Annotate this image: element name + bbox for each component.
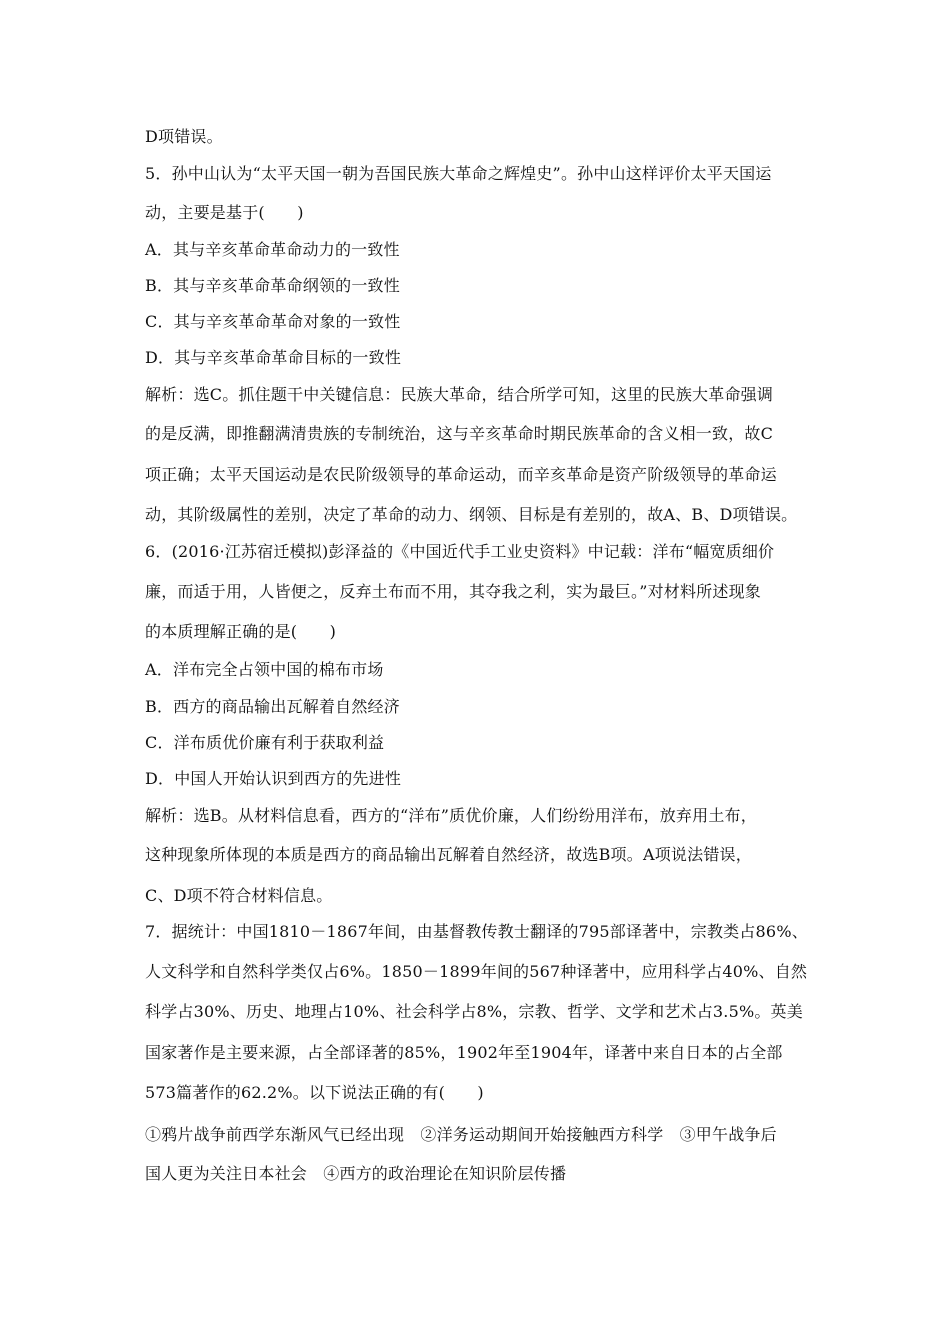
question-6-analysis-line-3: C、D项不符合材料信息。 — [145, 886, 333, 905]
question-6-option-a: A．洋布完全占领中国的棉布市场 — [145, 660, 384, 679]
question-6-option-c: C．洋布质优价廉有利于获取利益 — [145, 733, 385, 752]
question-6-option-d: D．中国人开始认识到西方的先进性 — [145, 769, 402, 788]
question-6-analysis-line-2: 这种现象所体现的本质是西方的商品输出瓦解着自然经济，故选B项。A项说法错误， — [145, 845, 752, 864]
question-6-option-b: B．西方的商品输出瓦解着自然经济 — [145, 697, 400, 716]
question-5-analysis-line-4: 动，其阶级属性的差别，决定了革命的动力、纲领、目标是有差别的，故A、B、D项错误。 — [145, 505, 798, 524]
question-7-stem-line-2: 人文科学和自然科学类仅占6%。1850－1899年间的567种译著中，应用科学占40%、自然 — [145, 962, 808, 981]
question-7-stem-line-3: 科学占30%、历史、地理占10%、社会科学占8%，宗教、哲学、文学和艺术占3.5%。英美 — [145, 1002, 803, 1021]
question-5-analysis-line-1: 解析：选C。抓住题干中关键信息：民族大革命，结合所学可知，这里的民族大革命强调 — [145, 385, 774, 404]
question-7-stem-line-1: 7．据统计：中国1810－1867年间，由基督教传教士翻译的795部译著中，宗教类占86%、 — [145, 922, 808, 941]
question-6-analysis-line-1: 解析：选B。从材料信息看，西方的“洋布”质优价廉，人们纷纷用洋布，放弃用土布， — [145, 806, 757, 825]
question-5-stem-line-1: 5．孙中山认为“太平天国一朝为吾国民族大革命之辉煌史”。孙中山这样评价太平天国运 — [145, 164, 772, 183]
question-7-statements-line-2: 国人更为关注日本社会 ④西方的政治理论在知识阶层传播 — [145, 1164, 567, 1183]
question-5-option-d: D．其与辛亥革命革命目标的一致性 — [145, 348, 402, 367]
question-7-stem-line-5: 573篇著作的62.2%。以下说法正确的有( ) — [145, 1083, 484, 1102]
question-6-stem-line-2: 廉，而适于用，人皆便之，反弃土布而不用，其夺我之利，实为最巨。”对材料所述现象 — [145, 582, 761, 601]
answer-tail-line: D项错误。 — [145, 127, 223, 146]
question-5-analysis-line-2: 的是反满，即推翻满清贵族的专制统治，这与辛亥革命时期民族革命的含义相一致，故C — [145, 424, 774, 443]
question-5-option-c: C．其与辛亥革命革命对象的一致性 — [145, 312, 401, 331]
question-5-option-b: B．其与辛亥革命革命纲领的一致性 — [145, 276, 400, 295]
question-6-stem-line-3: 的本质理解正确的是( ) — [145, 622, 337, 641]
question-5-stem-line-2: 动，主要是基于( ) — [145, 203, 304, 222]
question-7-stem-line-4: 国家著作是主要来源，占全部译著的85%，1902年至1904年，译著中来自日本的占全部 — [145, 1043, 783, 1062]
question-6-stem-line-1: 6．(2016·江苏宿迁模拟)彭泽益的《中国近代手工业史资料》中记载：洋布“幅宽质细价 — [145, 542, 775, 561]
question-7-statements-line-1: ①鸦片战争前西学东渐风气已经出现 ②洋务运动期间开始接触西方科学 ③甲午战争后 — [145, 1125, 777, 1144]
question-5-analysis-line-3: 项正确；太平天国运动是农民阶级领导的革命运动，而辛亥革命是资产阶级领导的革命运 — [145, 465, 777, 484]
question-5-option-a: A．其与辛亥革命革命动力的一致性 — [145, 240, 400, 259]
